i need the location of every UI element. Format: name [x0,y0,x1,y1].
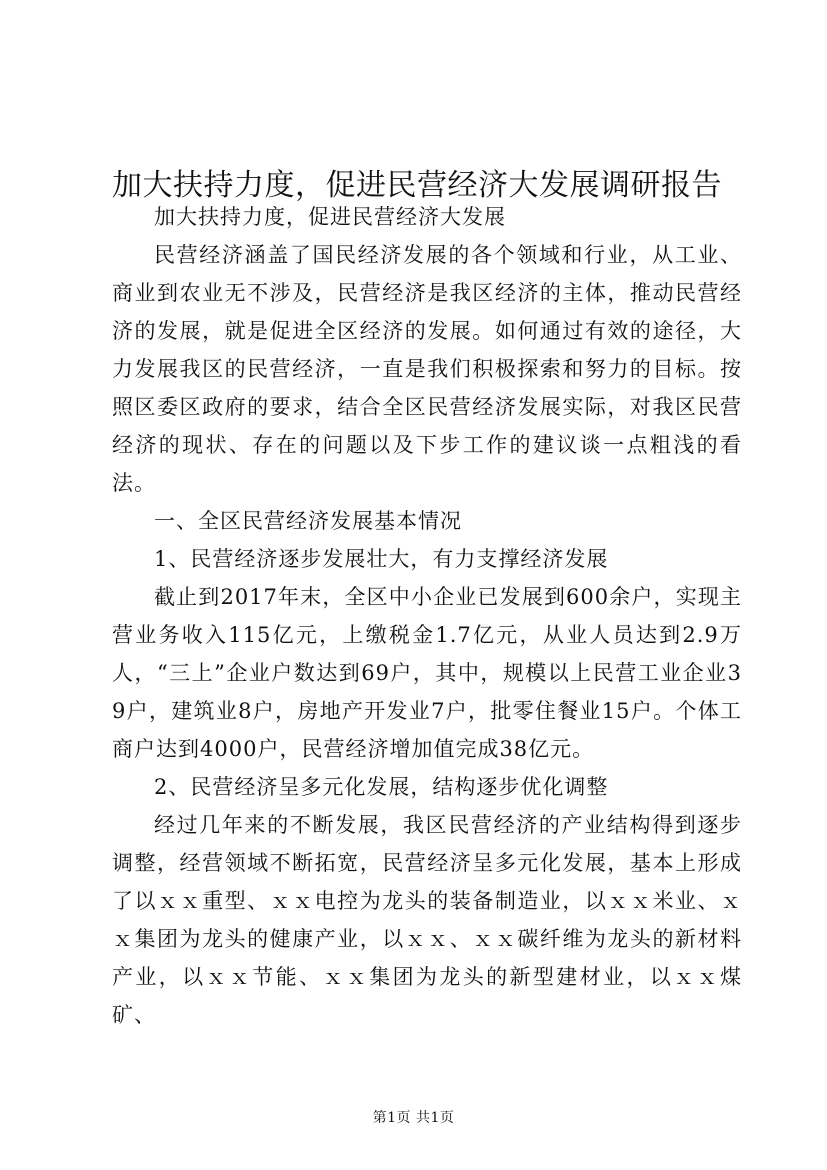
document-title: 加大扶持力度，促进民营经济大发展调研报告 [112,168,722,204]
page-footer: 第1页 共1页 [372,1110,455,1126]
intro-paragraph: 民营经济涵盖了国民经济发展的各个领域和行业，从工业、商业到农业无不涉及，民营经济是我区经济的主体，推动民营经济的发展，就是促进全区经济的发展。如何通过有效的途径，大力发展我区的民营经济，一直是我们积极探索和努力的目标。按照区委区政府的要求，结合全区民营经济发展实际，对我区民营经济的现状、存在的问题以及下步工作的建议谈一点粗浅的看法。 [112,243,742,495]
document-body [112,198,742,1034]
section-heading-1: 一、全区民营经济发展基本情况 [154,509,462,533]
subsection-heading-1: 1、民营经济逐步发展壮大，有力支撑经济发展 [154,547,609,571]
subsection-heading-2: 2、民营经济呈多元化发展，结构逐步优化调整 [154,775,609,799]
statistics-paragraph: 截止到2017年末，全区中小企业已发展到600余户，实现主营业务收入115亿元，上缴税金1.7亿元，从业人员达到2.9万人，“三上”企业户数达到69户，其中，规模以上民营工业企业39户，建筑业8户，房地产开发业7户，批零住餐业15户。个体工商户达到4000户，民营经济增加值完成38亿元。 [112,585,742,761]
subtitle-paragraph: 加大扶持力度，促进民营经济大发展 [154,205,506,229]
structure-paragraph: 经过几年来的不断发展，我区民营经济的产业结构得到逐步调整，经营领域不断拓宽，民营经济呈多元化发展，基本上形成了以ｘｘ重型、ｘｘ电控为龙头的装备制造业，以ｘｘ米业、ｘｘ集团为龙头的健康产业，以ｘｘ、ｘｘ碳纤维为龙头的新材料产业，以ｘｘ节能、ｘｘ集团为龙头的新型建材业，以ｘｘ煤矿、 [112,813,742,1027]
